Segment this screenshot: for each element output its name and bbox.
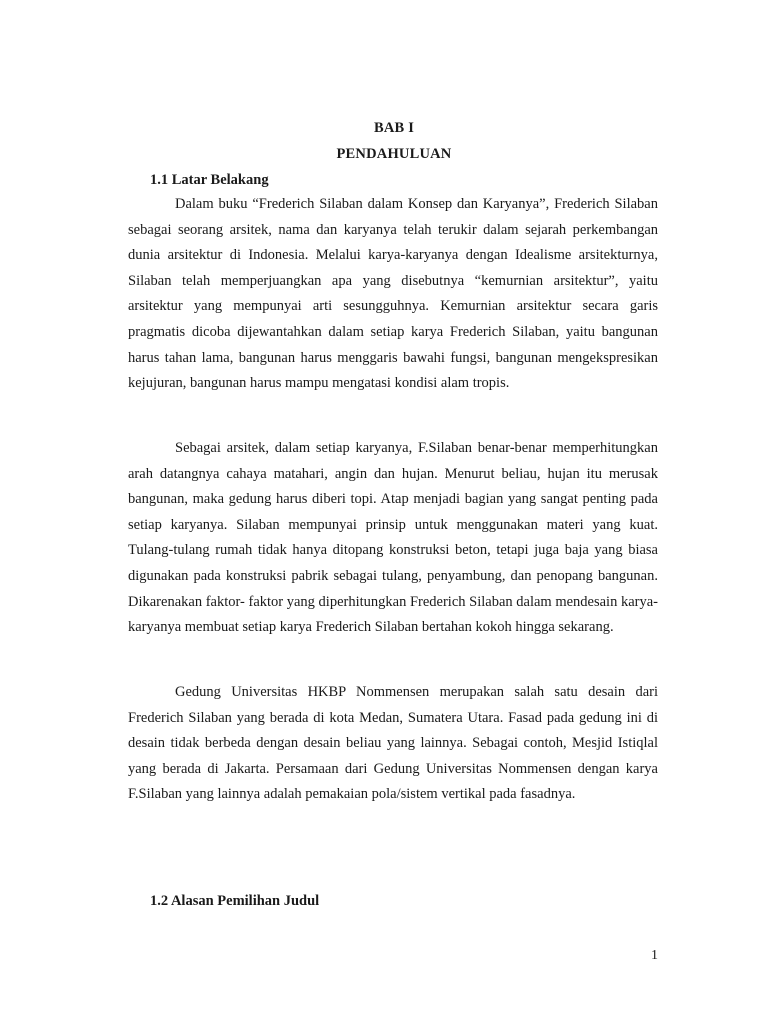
chapter-title: PENDAHULUAN bbox=[336, 146, 452, 162]
section-heading-latar-belakang: 1.1 Latar Belakang bbox=[150, 172, 269, 188]
paragraph-2: Sebagai arsitek, dalam setiap karyanya, F.Silaban benar-benar memperhitungkan arah datangnya cahaya matahari, angin dan hujan. Menurut beliau, hujan itu merusak bangunan, maka gedung harus diberi topi. Atap menjadi bagian yang sangat penting pada setiap karyanya. Silaban mempunyai prinsip untuk menggunakan materi yang kuat. Tulang-tulang rumah tidak hanya ditopang konstruksi beton, tetapi juga baja yang biasa digunakan pada konstruksi pabrik sebagai tulang, penyambung, dan penopang bangunan. Dikarenakan faktor- faktor yang diperhitungkan Frederich Silaban dalam mendesain karya-karyanya membuat setiap karya Frederich Silaban bertahan kokoh hingga sekarang. bbox=[128, 440, 658, 636]
paragraph-1: Dalam buku “Frederich Silaban dalam Konsep dan Karyanya”, Frederich Silaban sebagai seorang arsitek, nama dan karyanya telah terukir dalam sejarah perkembangan dunia arsitektur di Indonesia. Melalui karya-karyanya dengan Idealisme arsitekturnya, Silaban telah memperjuangkan apa yang disebutnya “kemurnian arsitektur”, yaitu arsitektur yang mempunyai arti sesungguhnya. Kemurnian arsitektur secara garis pragmatis dicoba dijewantahkan dalam setiap karya Frederich Silaban, yaitu bangunan harus tahan lama, bangunan harus menggaris bawahi fungsi, bangunan mengekspresikan kejujuran, bangunan harus mampu mengatasi kondisi alam tropis. bbox=[128, 196, 658, 392]
page-number: 1 bbox=[651, 948, 658, 963]
paragraph-3: Gedung Universitas HKBP Nommensen merupakan salah satu desain dari Frederich Silaban yang berada di kota Medan, Sumatera Utara. Fasad pada gedung ini di desain tidak berbeda dengan desain beliau yang lainnya. Sebagai contoh, Mesjid Istiqlal yang berada di Jakarta. Persamaan dari Gedung Universitas Nommensen dengan karya F.Silaban yang lainnya adalah pemakaian pola/sistem vertikal pada fasadnya. bbox=[128, 684, 658, 803]
section-heading-alasan-pemilihan-judul: 1.2 Alasan Pemilihan Judul bbox=[150, 893, 320, 909]
chapter-number: BAB I bbox=[373, 120, 415, 136]
